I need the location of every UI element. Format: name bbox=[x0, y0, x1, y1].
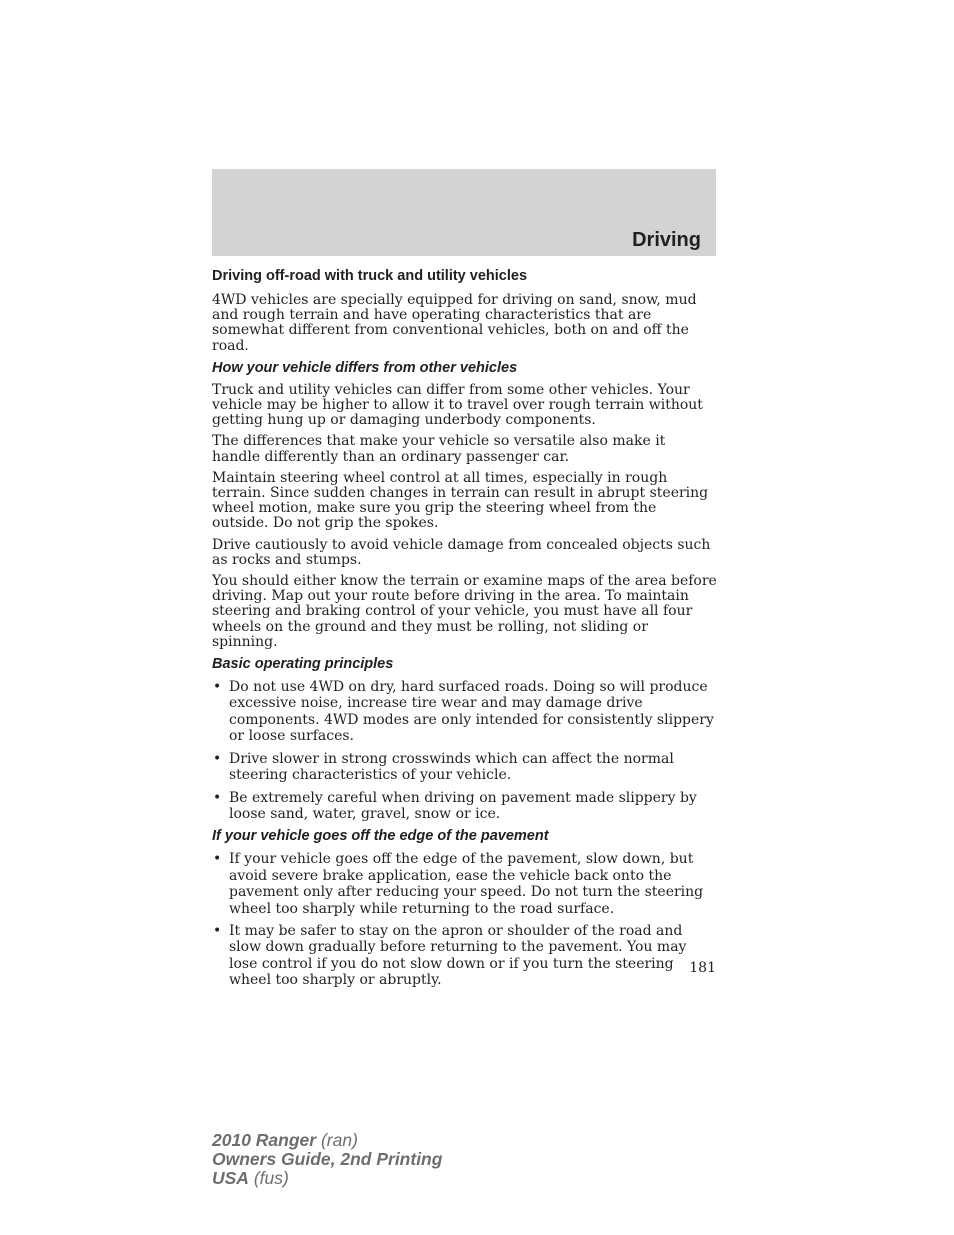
differs-heading: How your vehicle differs from other vehicles bbox=[212, 359, 518, 376]
footer-guide: Owners Guide, 2nd Printing bbox=[212, 1149, 443, 1169]
differs-paragraph-3: Maintain steering wheel control at all times, especially in rough terrain. Since sudden changes in terrain can result in abrupt steering wheel motion, make sure you grip the steering wheel from the outside. Do not grip the spokes. bbox=[212, 469, 709, 532]
footer-line-3 bbox=[212, 1169, 442, 1188]
differs-paragraph-2: The differences that make your vehicle so versatile also make it handle differently than an ordinary passenger car. bbox=[212, 433, 666, 465]
list-item bbox=[212, 923, 717, 989]
differs-paragraph-5: You should either know the terrain or examine maps of the area before driving. Map out your route before driving in the area. To maintain steering and braking control of your vehicle, you must have all four wheels on the ground and they must be rolling, not sliding or spinning. bbox=[212, 573, 717, 650]
footer-line-1 bbox=[212, 1131, 442, 1150]
page-content bbox=[212, 268, 717, 995]
pavement-edge-list bbox=[212, 851, 717, 988]
bullet-icon: • bbox=[213, 851, 222, 868]
document-footer bbox=[212, 1131, 442, 1188]
footer-line-2 bbox=[212, 1150, 442, 1169]
list-item-text: If your vehicle goes off the edge of the pavement, slow down, but avoid severe brake application, ease the vehicle back onto the pavement only after reducing your speed. Do not turn the steering wheel too sharply while returning to the road surface. bbox=[229, 851, 704, 917]
basic-principles-heading: Basic operating principles bbox=[212, 656, 394, 673]
section-header-band bbox=[212, 169, 716, 256]
differs-paragraph-4: Drive cautiously to avoid vehicle damage from concealed objects such as rocks and stumps. bbox=[212, 536, 711, 568]
list-item-text: It may be safer to stay on the apron or shoulder of the road and slow down gradually before returning to the pavement. You may lose control if you do not slow down or if you turn the steering wheel too sharply or abruptly. bbox=[229, 922, 687, 989]
list-item bbox=[212, 851, 717, 917]
list-item bbox=[212, 679, 717, 745]
footer-model: 2010 Ranger bbox=[212, 1130, 317, 1150]
list-item-text: Drive slower in strong crosswinds which can affect the normal steering characteristics of your vehicle. bbox=[229, 750, 674, 784]
bullet-icon: • bbox=[213, 679, 222, 696]
page-number: 181 bbox=[689, 960, 716, 976]
basic-principles-list bbox=[212, 679, 717, 822]
section-title: Driving bbox=[632, 229, 701, 251]
bullet-icon: • bbox=[213, 922, 222, 939]
bullet-icon: • bbox=[213, 750, 222, 767]
list-item-text: Be extremely careful when driving on pavement made slippery by loose sand, water, gravel, snow or ice. bbox=[229, 789, 697, 822]
list-item bbox=[212, 790, 717, 823]
footer-market: USA bbox=[212, 1168, 249, 1188]
list-item bbox=[212, 751, 717, 784]
list-item-text: Do not use 4WD on dry, hard surfaced roads. Doing so will produce excessive noise, increase tire wear and may damage drive components. 4WD modes are only intended for consistently slippery or loose surfaces. bbox=[229, 679, 714, 745]
bullet-icon: • bbox=[213, 789, 222, 806]
intro-paragraph: 4WD vehicles are specially equipped for driving on sand, snow, mud and rough terrain and have operating characteristics that are somewhat different from conventional vehicles, both on and off the road. bbox=[212, 292, 697, 354]
differs-paragraph-1: Truck and utility vehicles can differ from some other vehicles. Your vehicle may be higher to allow it to travel over rough terrain without getting hung up or damaging underbody components. bbox=[212, 381, 703, 429]
pavement-edge-heading: If your vehicle goes off the edge of the pavement bbox=[212, 828, 549, 845]
footer-market-code: (fus) bbox=[253, 1168, 289, 1188]
intro-heading: Driving off-road with truck and utility vehicles bbox=[212, 268, 528, 284]
footer-model-code: (ran) bbox=[320, 1130, 358, 1150]
